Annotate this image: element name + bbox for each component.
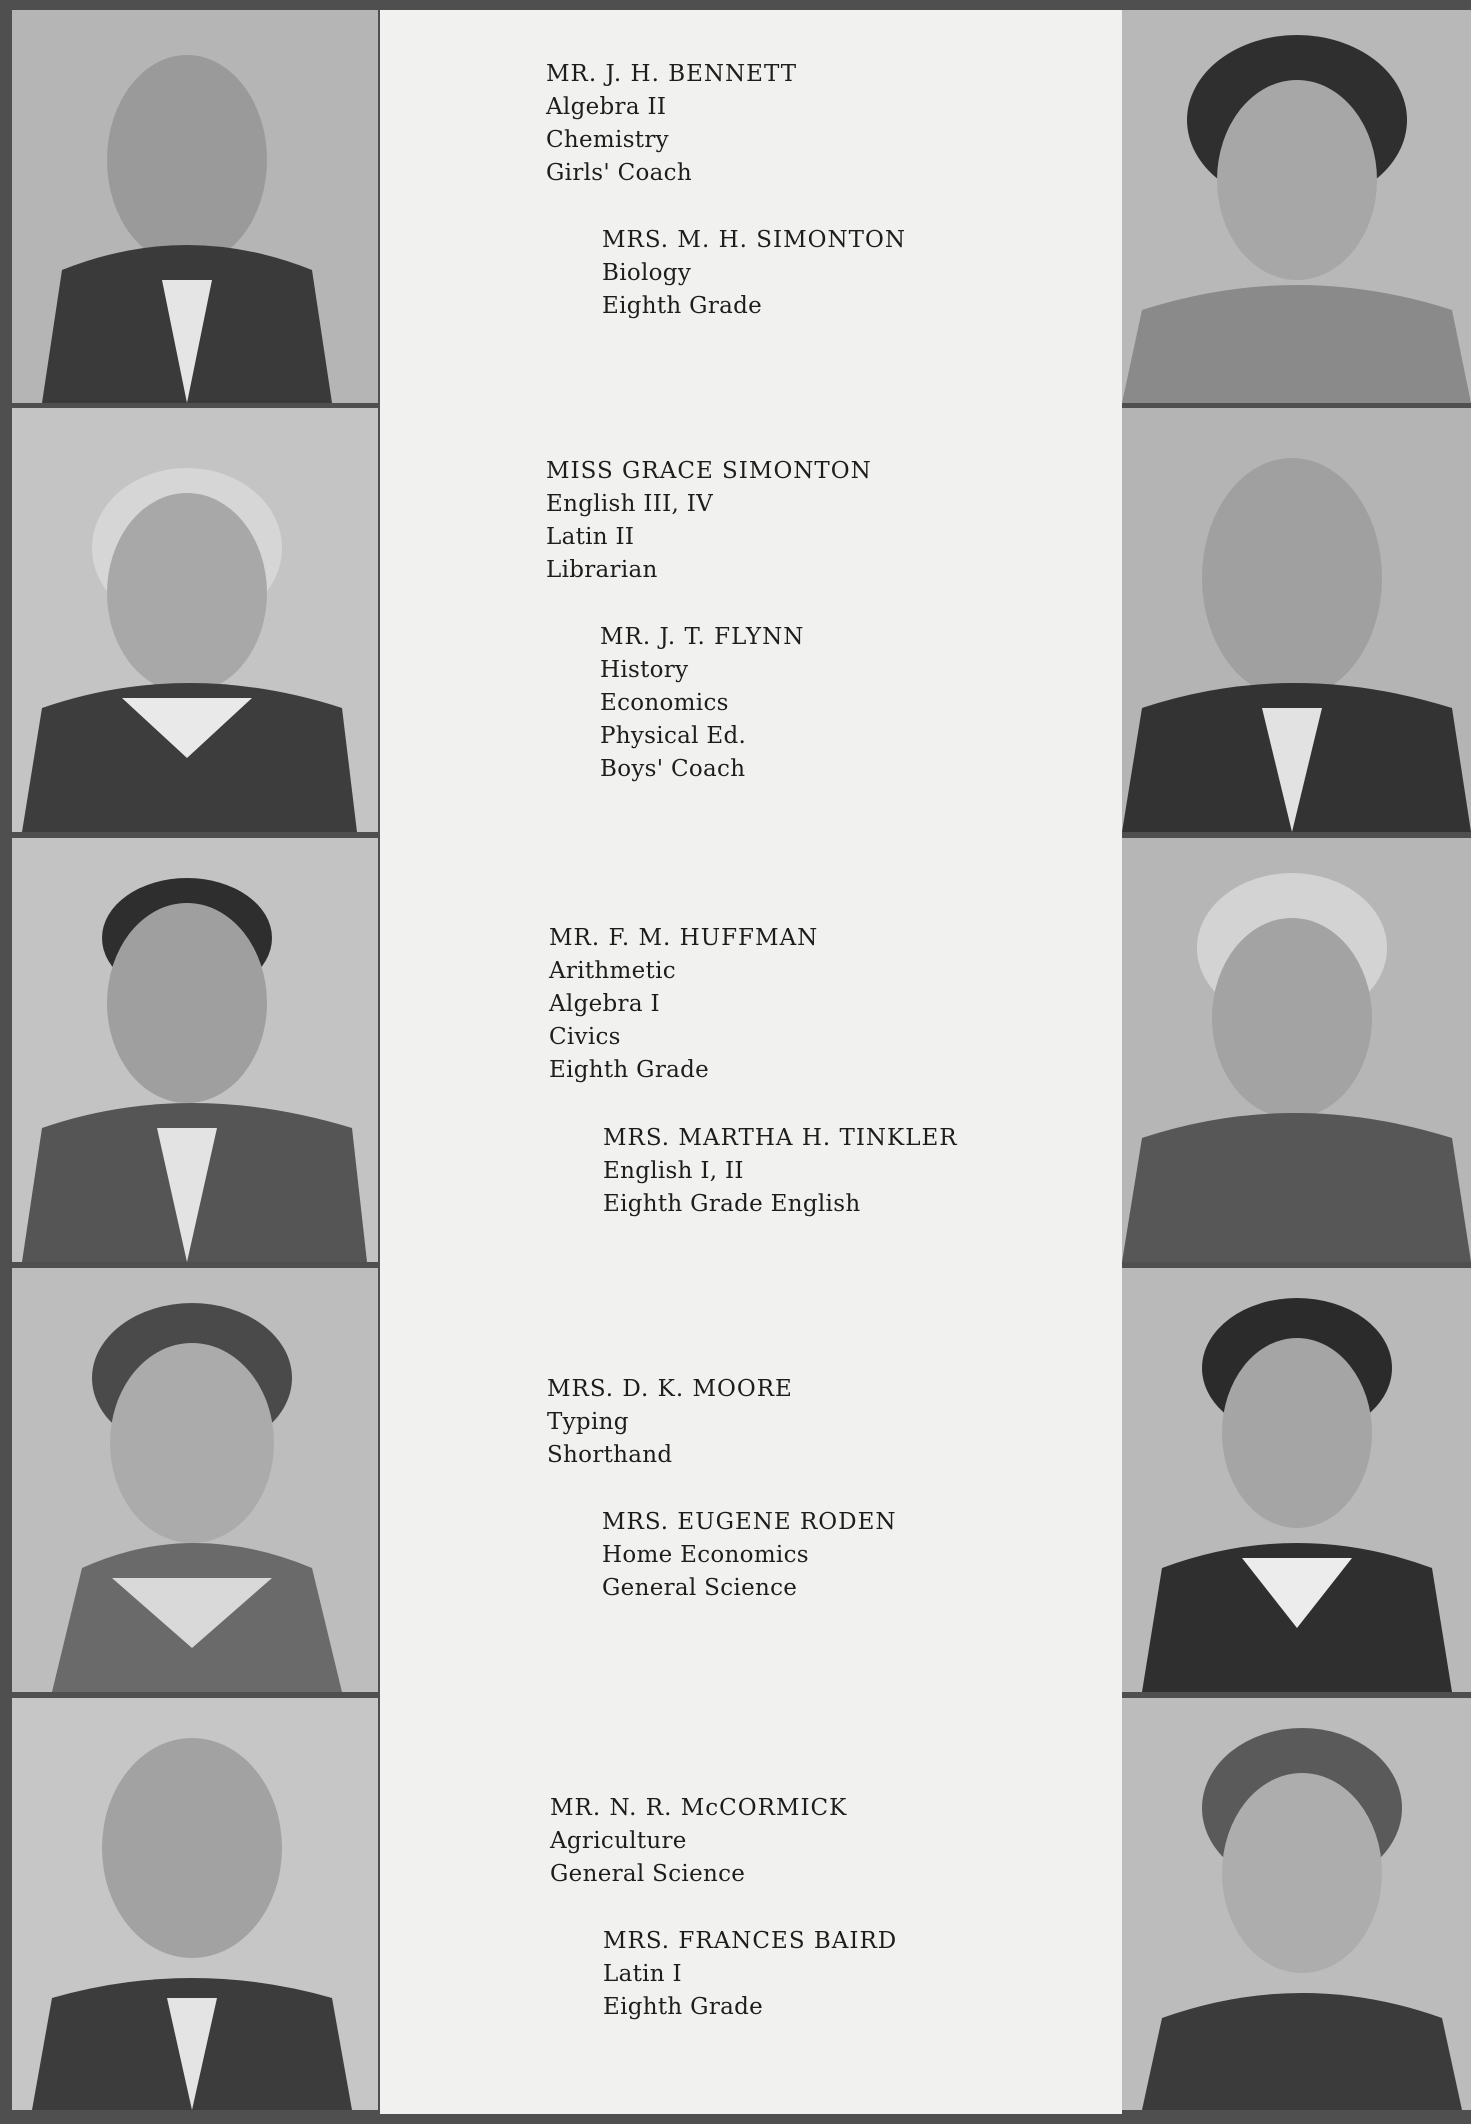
teacher-entry-bennett: [546, 58, 797, 190]
teacher-subject: Typing: [547, 1409, 629, 1435]
teacher-name: MR. J. H. BENNETT: [546, 61, 798, 87]
teacher-subject: Shorthand: [547, 1442, 673, 1468]
teacher-subject: Eighth Grade: [603, 1994, 764, 2020]
portrait-photo-2: [1122, 10, 1471, 403]
teacher-subject: Eighth Grade English: [603, 1191, 861, 1217]
teacher-entry-roden: [602, 1506, 897, 1605]
teacher-entry-baird: [603, 1925, 897, 2024]
teacher-entry-mccormick: [550, 1792, 847, 1891]
teacher-entry-grace-simonton: [546, 455, 872, 587]
portrait-photo-8: [1122, 1268, 1471, 1692]
teacher-subject: Home Economics: [602, 1542, 809, 1568]
teacher-entry-m-simonton: [602, 224, 906, 323]
teacher-subject: Latin II: [546, 524, 635, 550]
teacher-subject: General Science: [550, 1861, 746, 1887]
teacher-entry-moore: [547, 1373, 793, 1472]
teacher-subject: Agriculture: [550, 1828, 687, 1854]
teacher-subject: English III, IV: [546, 491, 714, 517]
portrait-photo-6: [1122, 838, 1471, 1262]
teacher-subject: English I, II: [603, 1158, 744, 1184]
teacher-subject: Algebra II: [546, 94, 667, 120]
teacher-name: MR. J. T. FLYNN: [600, 624, 805, 650]
portrait-photo-4: [1122, 408, 1471, 832]
teacher-name: MRS. M. H. SIMONTON: [602, 227, 906, 253]
teacher-subject: Physical Ed.: [600, 723, 747, 749]
teacher-subject: Civics: [549, 1024, 621, 1050]
teacher-name: MRS. FRANCES BAIRD: [603, 1928, 898, 1954]
teacher-entry-tinkler: [603, 1122, 958, 1221]
teacher-subject: Arithmetic: [549, 958, 676, 984]
teacher-subject: Algebra I: [549, 991, 660, 1017]
teacher-subject: History: [600, 657, 689, 683]
teacher-name: MR. F. M. HUFFMAN: [549, 925, 819, 951]
teacher-subject: Eighth Grade: [549, 1057, 710, 1083]
teacher-entry-flynn: [600, 621, 804, 786]
teacher-subject: Librarian: [546, 557, 658, 583]
teacher-name: MR. N. R. McCORMICK: [550, 1795, 848, 1821]
teacher-subject: General Science: [602, 1575, 798, 1601]
portrait-photo-1: [12, 10, 378, 403]
teacher-name: MRS. MARTHA H. TINKLER: [603, 1125, 958, 1151]
portrait-photo-7: [12, 1268, 378, 1692]
teacher-subject: Eighth Grade: [602, 293, 763, 319]
portrait-photo-3: [12, 408, 378, 832]
teacher-subject: Boys' Coach: [600, 756, 746, 782]
teacher-subject: Biology: [602, 260, 692, 286]
portrait-photo-5: [12, 838, 378, 1262]
teacher-name: MRS. EUGENE RODEN: [602, 1509, 897, 1535]
teacher-name: MRS. D. K. MOORE: [547, 1376, 793, 1402]
teacher-subject: Girls' Coach: [546, 160, 692, 186]
teacher-entry-huffman: [549, 922, 818, 1087]
teacher-subject: Economics: [600, 690, 729, 716]
portrait-photo-10: [1122, 1698, 1471, 2110]
portrait-photo-9: [12, 1698, 378, 2110]
teacher-subject: Chemistry: [546, 127, 669, 153]
teacher-subject: Latin I: [603, 1961, 682, 1987]
teacher-name: MISS GRACE SIMONTON: [546, 458, 872, 484]
